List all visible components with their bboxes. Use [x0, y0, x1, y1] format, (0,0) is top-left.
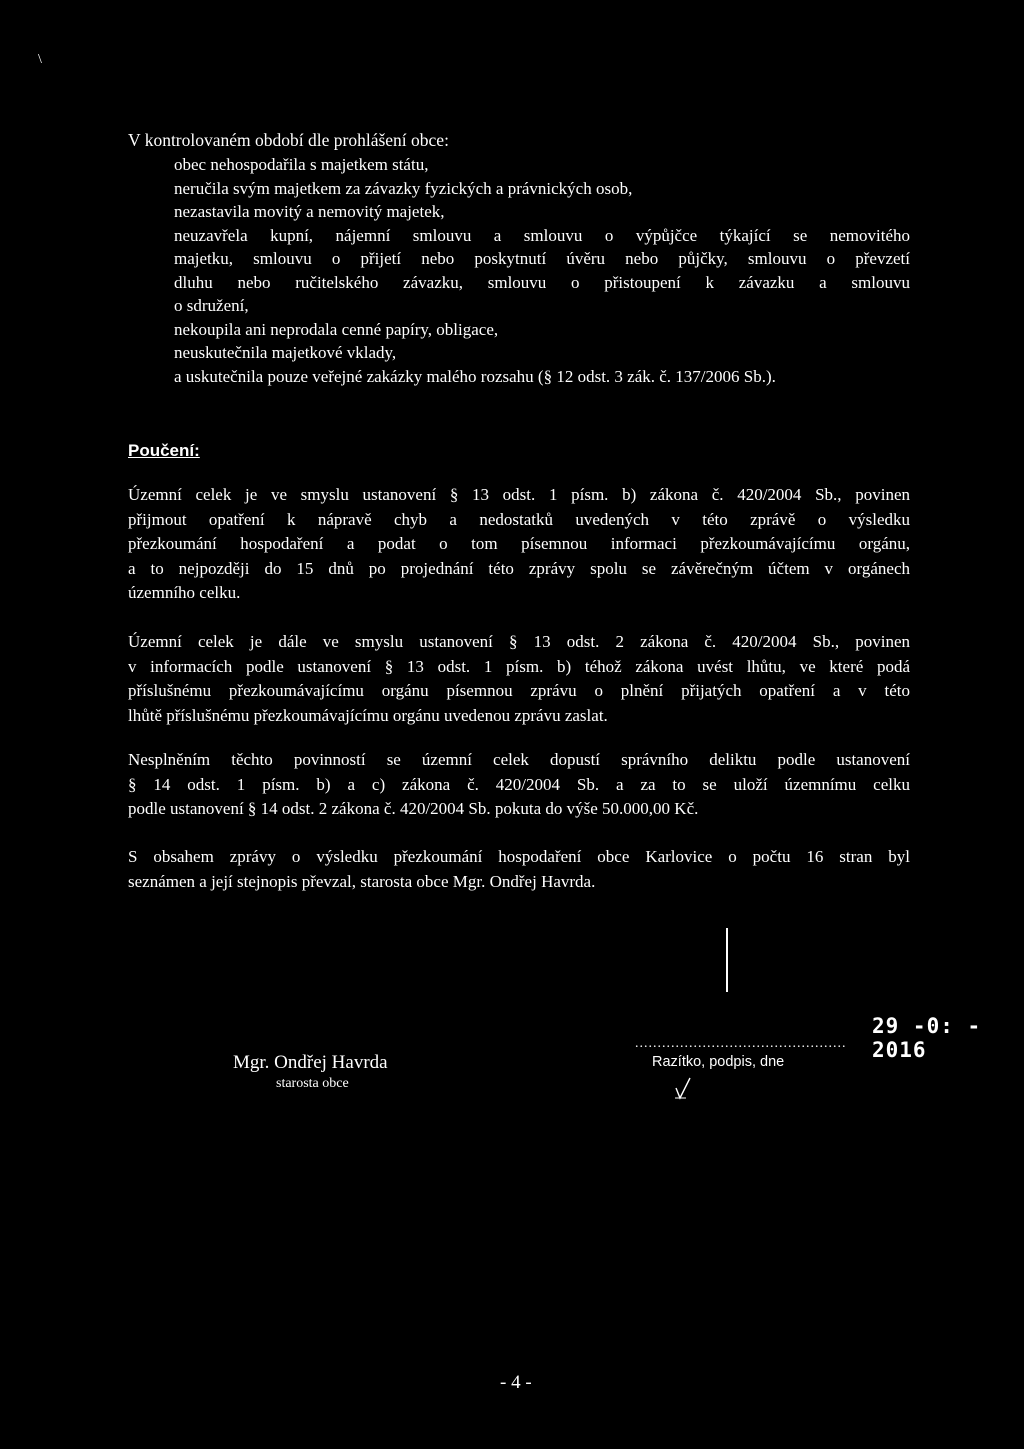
list-item: nekoupila ani neprodala cenné papíry, obligace,: [174, 319, 499, 339]
signatory-name: Mgr. Ondřej Havrda: [233, 1052, 388, 1073]
paragraph-penalty: [128, 748, 910, 822]
paragraph-remedy: [128, 483, 910, 606]
page-number: - 4 -: [500, 1372, 532, 1393]
declaration-list: [174, 153, 910, 388]
paragraph-line: přezkoumání hospodaření a podat o tom písemnou informaci přezkoumávajícímu orgánu,: [128, 534, 910, 553]
list-item: dluhu nebo ručitelského závazku, smlouvu o přistoupení k závazku a smlouvu: [174, 272, 910, 292]
list-item: a uskutečnila pouze veřejné zakázky malého rozsahu (§ 12 odst. 3 zák. č. 137/2006 Sb.).: [174, 366, 776, 386]
intro-line: V kontrolovaném období dle prohlášení obce:: [128, 130, 449, 150]
paragraph-line: v informacích podle ustanovení § 13 odst. 1 písm. b) téhož zákona uvést lhůtu, ve které podá: [128, 656, 910, 676]
paragraph-line: územního celku.: [128, 583, 241, 602]
paragraph-acknowledgement: [128, 845, 910, 894]
list-item: neuzavřela kupní, nájemní smlouvu a smlouvu o výpůjčce týkající se nemovitého: [174, 225, 910, 245]
paragraph-line: Územní celek je dále ve smyslu ustanovení § 13 odst. 2 zákona č. 420/2004 Sb., povinen: [128, 632, 910, 651]
stamp-label: Razítko, podpis, dne: [652, 1054, 785, 1070]
section-heading: Poučení:: [128, 441, 200, 460]
corner-mark: \: [38, 52, 42, 67]
list-item: obec nehospodařila s majetkem státu,: [174, 155, 429, 174]
paragraph-line: příslušnému přezkoumávajícímu orgánu písemnou zprávu o plnění přijatých opatření a v této: [128, 681, 910, 700]
signature-stroke: [726, 928, 728, 992]
paragraph-line: podle ustanovení § 14 odst. 2 zákona č. 420/2004 Sb. pokuta do výše 50.000,00 Kč.: [128, 799, 699, 818]
handwritten-mark: [672, 1074, 696, 1102]
stamp-date: 29 -0: - 2016: [872, 1014, 982, 1062]
paragraph-deadline: [128, 630, 910, 728]
list-item: nezastavila movitý a nemovitý majetek,: [174, 202, 445, 221]
paragraph-line: lhůtě příslušnému přezkoumávajícímu orgánu uvedenou zprávu zaslat.: [128, 705, 608, 725]
paragraph-line: § 14 odst. 1 písm. b) a c) zákona č. 420/2004 Sb. a za to se uloží územnímu celku: [128, 774, 910, 794]
paragraph-line: a to nejpozději do 15 dnů po projednání této zprávy spolu se závěrečným účtem v orgánech: [128, 558, 910, 578]
list-item: neručila svým majetkem za závazky fyzických a právnických osob,: [174, 178, 633, 198]
paragraph-line: Nesplněním těchto povinností se územní celek dopustí správního deliktu podle ustanovení: [128, 750, 910, 769]
list-item: o sdružení,: [174, 296, 249, 315]
signatory-role: starosta obce: [276, 1076, 349, 1091]
paragraph-line: přijmout opatření k nápravě chyb a nedostatků uvedených v této zprávě o výsledku: [128, 509, 910, 529]
list-item: majetku, smlouvu o přijetí nebo poskytnutí úvěru nebo půjčky, smlouvu o převzetí: [174, 249, 910, 268]
signature-dotted-line: ...............................................: [635, 1036, 847, 1051]
paragraph-line: seznámen a její stejnopis převzal, starosta obce Mgr. Ondřej Havrda.: [128, 871, 596, 891]
paragraph-line: S obsahem zprávy o výsledku přezkoumání hospodaření obce Karlovice o počtu 16 stran byl: [128, 847, 910, 866]
paragraph-line: Územní celek je ve smyslu ustanovení § 13 odst. 1 písm. b) zákona č. 420/2004 Sb., povinen: [128, 485, 910, 504]
list-item: neuskutečnila majetkové vklady,: [174, 343, 397, 362]
